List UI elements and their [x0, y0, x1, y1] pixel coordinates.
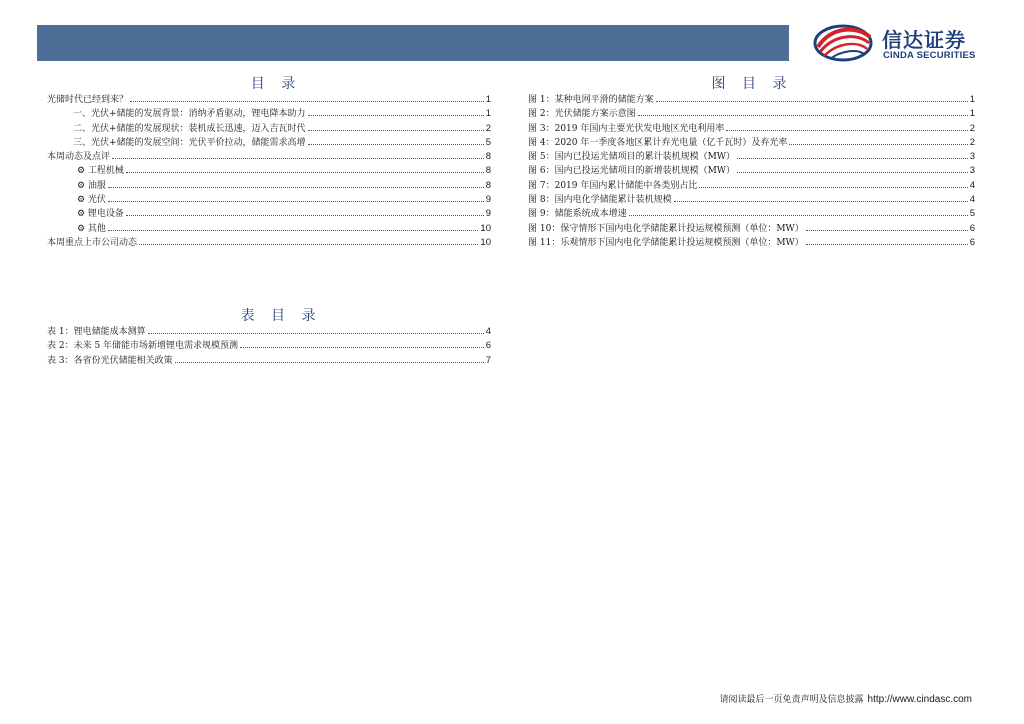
toc-list: [47, 93, 491, 250]
dot-leader: [308, 136, 484, 145]
toc-entry-page: 5: [485, 136, 491, 148]
toc-entry-label: ⚙ 光伏: [77, 195, 106, 206]
tables-title: 表 目 录: [240, 308, 322, 324]
toc-entry[interactable]: [47, 222, 491, 236]
dot-leader: [806, 222, 968, 231]
dot-leader: [638, 107, 968, 116]
cinda-logo-icon: [812, 21, 874, 65]
table-entry-label: 表 3：各省份光伏储能相关政策: [47, 355, 173, 366]
figure-entry-label: 图 7：2019 年国内累计储能中各类别占比: [528, 180, 698, 191]
toc-entry[interactable]: [47, 150, 491, 164]
dot-leader: [737, 150, 968, 159]
figure-entry-page: 4: [969, 179, 975, 191]
toc-entry[interactable]: [47, 236, 491, 250]
footer-url[interactable]: http://www.cindasc.com: [867, 694, 972, 705]
dot-leader: [130, 93, 484, 102]
toc-entry-label: 一、光伏+储能的发展背景：消纳矛盾驱动，锂电降本助力: [73, 109, 306, 120]
figure-entry-page: 6: [969, 222, 975, 234]
table-entry[interactable]: [47, 325, 491, 339]
dot-leader: [699, 179, 967, 188]
toc-entry-page: 10: [480, 236, 491, 248]
toc-entry[interactable]: [47, 93, 491, 107]
figure-entry[interactable]: [528, 164, 975, 178]
footer: [640, 692, 972, 705]
toc-entry-label: 二、光伏+储能的发展现状：装机成长迅速，迈入吉瓦时代: [73, 123, 306, 134]
table-entry-label: 表 2：未来 5 年储能市场新增锂电需求规模预测: [47, 341, 239, 352]
figures-title: 图 目 录: [711, 76, 793, 92]
figure-entry[interactable]: [528, 193, 975, 207]
dot-leader: [240, 339, 484, 348]
figure-entry[interactable]: [528, 222, 975, 236]
toc-entry-page: 9: [485, 208, 491, 220]
brand-name-en: CINDA SECURITIES: [883, 50, 976, 61]
toc-entry-label: 本周动态及点评: [47, 152, 111, 163]
figure-entry-label: 图 4：2020 年一季度各地区累计弃光电量（亿千瓦时）及弃光率: [528, 137, 788, 148]
toc-entry[interactable]: [47, 107, 491, 121]
toc-entry-label: 本周重点上市公司动态: [47, 237, 138, 248]
table-entry-page: 7: [485, 354, 491, 366]
toc-entry[interactable]: [47, 164, 491, 178]
dot-leader: [656, 93, 968, 102]
figure-entry[interactable]: [528, 93, 975, 107]
figure-entry[interactable]: [528, 179, 975, 193]
dot-leader: [175, 354, 484, 363]
dot-leader: [139, 236, 478, 245]
dot-leader: [112, 150, 484, 159]
toc-entry[interactable]: [47, 193, 491, 207]
dot-leader: [126, 207, 484, 216]
dot-leader: [629, 207, 968, 216]
toc-entry-page: 8: [485, 151, 491, 163]
figure-entry-page: 1: [969, 94, 975, 105]
toc-entry-label: ⚙ 工程机械: [77, 166, 124, 177]
figure-entry-label: 图 2：光伏储能方案示意图: [528, 109, 636, 120]
figure-entry[interactable]: [528, 150, 975, 164]
toc-entry-page: 9: [485, 194, 491, 206]
figure-entry-page: 2: [969, 122, 975, 134]
dot-leader: [674, 193, 968, 202]
toc-entry-label: 三、光伏+储能的发展空间：光伏平价拉动，储能需求高增: [73, 137, 306, 148]
figure-entry[interactable]: [528, 207, 975, 221]
table-entry-page: 4: [485, 326, 491, 337]
figure-entry-label: 图 10：保守情形下国内电化学储能累计投运规模预测（单位：MW）: [528, 223, 804, 234]
figure-entry[interactable]: [528, 236, 975, 250]
dot-leader: [726, 122, 967, 131]
dot-leader: [308, 107, 484, 116]
toc-entry[interactable]: [47, 122, 491, 136]
dot-leader: [806, 236, 968, 245]
figure-entry-page: 4: [969, 194, 975, 206]
dot-leader: [737, 164, 968, 173]
figure-entry-label: 图 8：国内电化学储能累计装机规模: [528, 195, 672, 206]
toc-entry-label: ⚙ 锂电设备: [77, 209, 124, 220]
figure-entry-page: 2: [969, 136, 975, 148]
toc-entry-label: ⚙ 其他: [77, 223, 106, 234]
table-entry-page: 6: [485, 340, 491, 352]
table-entry[interactable]: [47, 354, 491, 368]
figure-entry-label: 图 3：2019 年国内主要光伏发电地区光电利用率: [528, 123, 725, 134]
toc-entry[interactable]: [47, 136, 491, 150]
toc-entry-page: 1: [485, 94, 491, 105]
figure-entry-label: 图 6：国内已投运光储项目的新增装机规模（MW）: [528, 166, 736, 177]
figure-entry-label: 图 11：乐观情形下国内电化学储能累计投运规模预测（单位：MW）: [528, 237, 804, 248]
toc-entry-label: 光储时代已经到来？: [47, 95, 129, 105]
dot-leader: [789, 136, 967, 145]
figure-entry[interactable]: [528, 107, 975, 121]
figure-entry-label: 图 1：某种电网平滑的储能方案: [528, 95, 654, 105]
table-entry-label: 表 1：锂电储能成本测算: [47, 327, 146, 337]
figure-entry-page: 6: [969, 236, 975, 248]
toc-entry[interactable]: [47, 207, 491, 221]
figure-entry-page: 3: [969, 165, 975, 177]
table-entry[interactable]: [47, 339, 491, 353]
figure-entry-page: 3: [969, 151, 975, 163]
figure-entry[interactable]: [528, 136, 975, 150]
dot-leader: [108, 193, 484, 202]
toc-entry-page: 1: [485, 108, 491, 120]
toc-entry[interactable]: [47, 179, 491, 193]
brand-name-cn: 信达证券: [882, 28, 966, 52]
toc-entry-page: 2: [485, 122, 491, 134]
toc-entry-page: 10: [480, 222, 491, 234]
figure-entry-label: 图 5：国内已投运光储项目的累计装机规模（MW）: [528, 152, 736, 163]
dot-leader: [126, 164, 484, 173]
toc-entry-page: 8: [485, 179, 491, 191]
dot-leader: [308, 122, 484, 131]
figure-entry-page: 1: [969, 108, 975, 120]
dot-leader: [148, 325, 484, 334]
toc-entry-label: ⚙ 油服: [77, 180, 106, 191]
figures-list: [528, 93, 975, 250]
tables-list: [47, 325, 491, 368]
figure-entry-page: 5: [969, 208, 975, 220]
dot-leader: [108, 179, 484, 188]
toc-entry-page: 8: [485, 165, 491, 177]
footer-disclaimer: 请阅读最后一页免责声明及信息披露: [719, 695, 864, 705]
figure-entry-label: 图 9：储能系统成本增速: [528, 209, 627, 220]
toc-title: 目 录: [250, 76, 302, 92]
figure-entry[interactable]: [528, 122, 975, 136]
cinda-logo: [812, 21, 992, 67]
dot-leader: [108, 222, 478, 231]
header-bar: [37, 25, 789, 61]
